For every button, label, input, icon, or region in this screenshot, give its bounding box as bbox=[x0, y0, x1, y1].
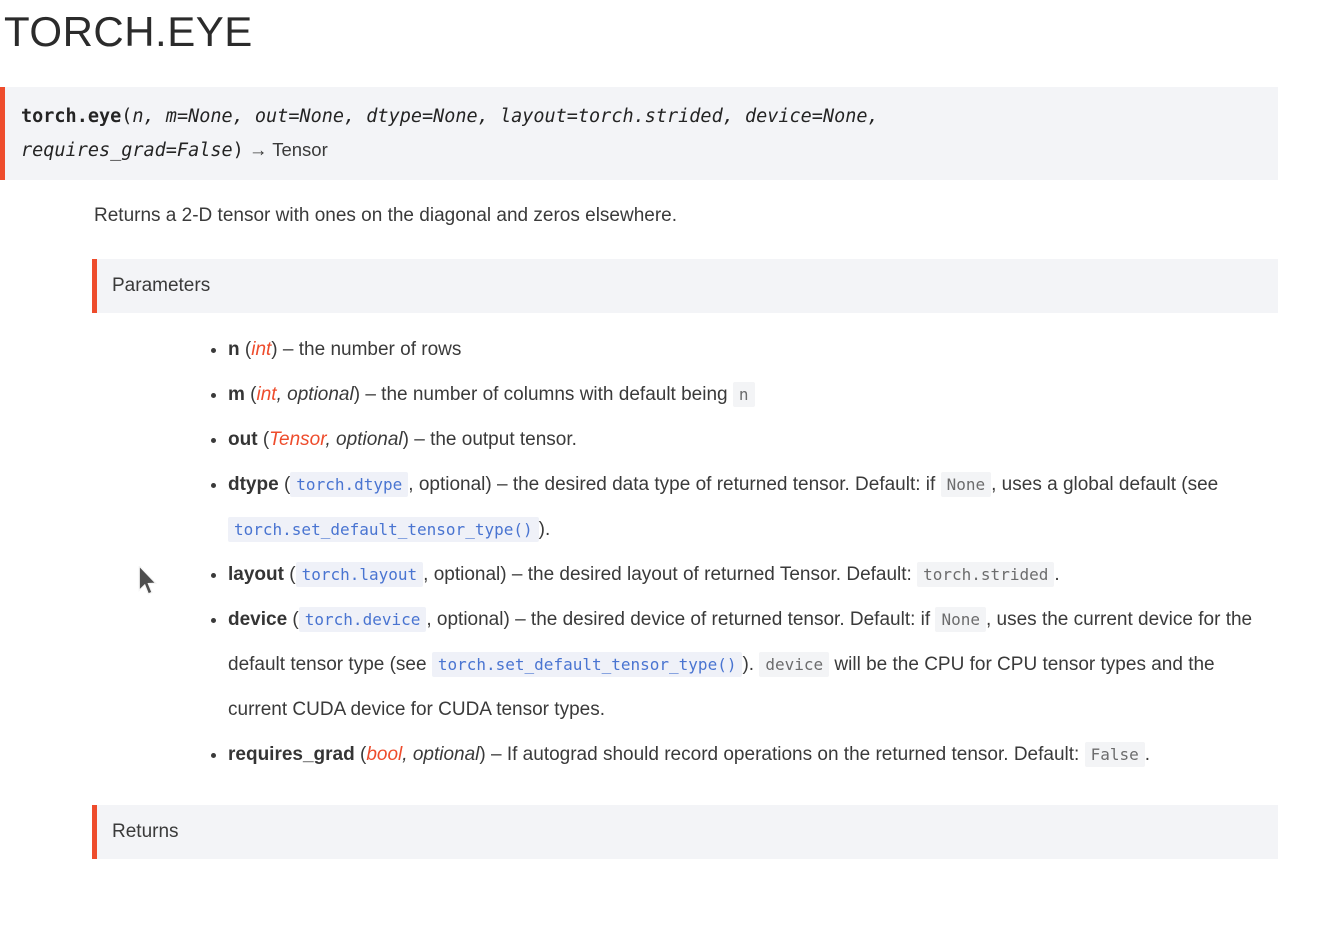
text: ) – the number of rows bbox=[271, 339, 462, 360]
text: ). bbox=[538, 519, 551, 540]
parameter-item bbox=[228, 417, 1278, 462]
returns-heading-label: Returns bbox=[112, 821, 179, 842]
function-signature bbox=[0, 87, 1278, 180]
description: Returns a 2-D tensor with ones on the diagonal and zeros elsewhere. bbox=[94, 205, 678, 226]
param-name: requires_grad bbox=[228, 744, 355, 765]
text: . bbox=[1144, 744, 1151, 765]
type-link[interactable]: int bbox=[251, 339, 272, 360]
sig-parameters: requires_grad=False bbox=[21, 140, 233, 161]
code-link[interactable]: torch.device bbox=[299, 607, 427, 632]
sig-parameters: n, m=None, out=None, dtype=None, layout=torch.strided, device=None, bbox=[132, 106, 879, 127]
parameter-item bbox=[228, 552, 1278, 597]
text: ) – If autograd should record operations on the returned tensor. Default: bbox=[479, 744, 1085, 765]
text: ( bbox=[239, 339, 252, 360]
code-link[interactable]: torch.dtype bbox=[290, 472, 408, 497]
code-link[interactable]: torch.set_default_tensor_type() bbox=[228, 517, 539, 542]
parameter-item bbox=[228, 372, 1278, 417]
type-qualifier: , optional bbox=[402, 744, 480, 765]
page-title: TORCH.EYE bbox=[4, 8, 253, 55]
sig-paren: ) bbox=[232, 140, 244, 161]
text: ( bbox=[244, 384, 257, 405]
sig-function-name: torch.eye bbox=[21, 106, 122, 127]
text: , optional) – the desired data type of returned tensor. Default: if bbox=[408, 474, 941, 495]
inline-code: torch.strided bbox=[917, 562, 1054, 587]
param-name: layout bbox=[228, 564, 284, 585]
inline-code: None bbox=[941, 472, 992, 497]
text: ( bbox=[257, 429, 270, 450]
type-link[interactable]: Tensor bbox=[269, 429, 326, 450]
text: ). bbox=[742, 654, 760, 675]
text: ( bbox=[283, 564, 296, 585]
text: ( bbox=[354, 744, 367, 765]
type-link[interactable]: int bbox=[256, 384, 277, 405]
param-name: device bbox=[228, 609, 288, 630]
text: , uses the current device for the default tensor type (see bbox=[228, 609, 1253, 675]
type-qualifier: , optional bbox=[325, 429, 403, 450]
param-name: dtype bbox=[228, 474, 279, 495]
signature-line-1 bbox=[21, 100, 1262, 133]
param-name: n bbox=[228, 339, 240, 360]
code-link[interactable]: torch.set_default_tensor_type() bbox=[432, 652, 743, 677]
text: , optional) – the desired layout of returned Tensor. Default: bbox=[423, 564, 918, 585]
inline-code: device bbox=[759, 652, 829, 677]
text: ( bbox=[278, 474, 291, 495]
sig-return-type: → Tensor bbox=[243, 139, 328, 160]
code-link[interactable]: torch.layout bbox=[296, 562, 424, 587]
inline-code: n bbox=[733, 382, 755, 407]
sig-paren: ( bbox=[121, 106, 133, 127]
param-name: m bbox=[228, 384, 245, 405]
type-link[interactable]: bool bbox=[366, 744, 403, 765]
text: ( bbox=[287, 609, 299, 630]
text: will be the CPU for CPU tensor types and the current CUDA device for CUDA tensor types. bbox=[228, 654, 1215, 720]
returns-header bbox=[92, 805, 1278, 859]
parameter-item bbox=[228, 732, 1278, 777]
parameters-heading-label: Parameters bbox=[112, 275, 211, 296]
param-name: out bbox=[228, 429, 258, 450]
text: , uses a global default (see bbox=[991, 474, 1219, 495]
text: , optional) – the desired device of returned tensor. Default: if bbox=[426, 609, 936, 630]
parameter-item bbox=[228, 462, 1278, 552]
signature-line-2 bbox=[21, 133, 1262, 167]
parameter-item bbox=[228, 597, 1278, 732]
type-qualifier: , optional bbox=[276, 384, 354, 405]
text: ) – the number of columns with default being bbox=[353, 384, 733, 405]
parameters-header bbox=[92, 259, 1278, 313]
text: ) – the output tensor. bbox=[402, 429, 577, 450]
text: . bbox=[1054, 564, 1060, 585]
parameter-list bbox=[92, 327, 1278, 777]
doc-body bbox=[92, 204, 1278, 859]
parameter-item bbox=[228, 327, 1278, 372]
inline-code: None bbox=[935, 607, 986, 632]
inline-code: False bbox=[1085, 742, 1145, 767]
